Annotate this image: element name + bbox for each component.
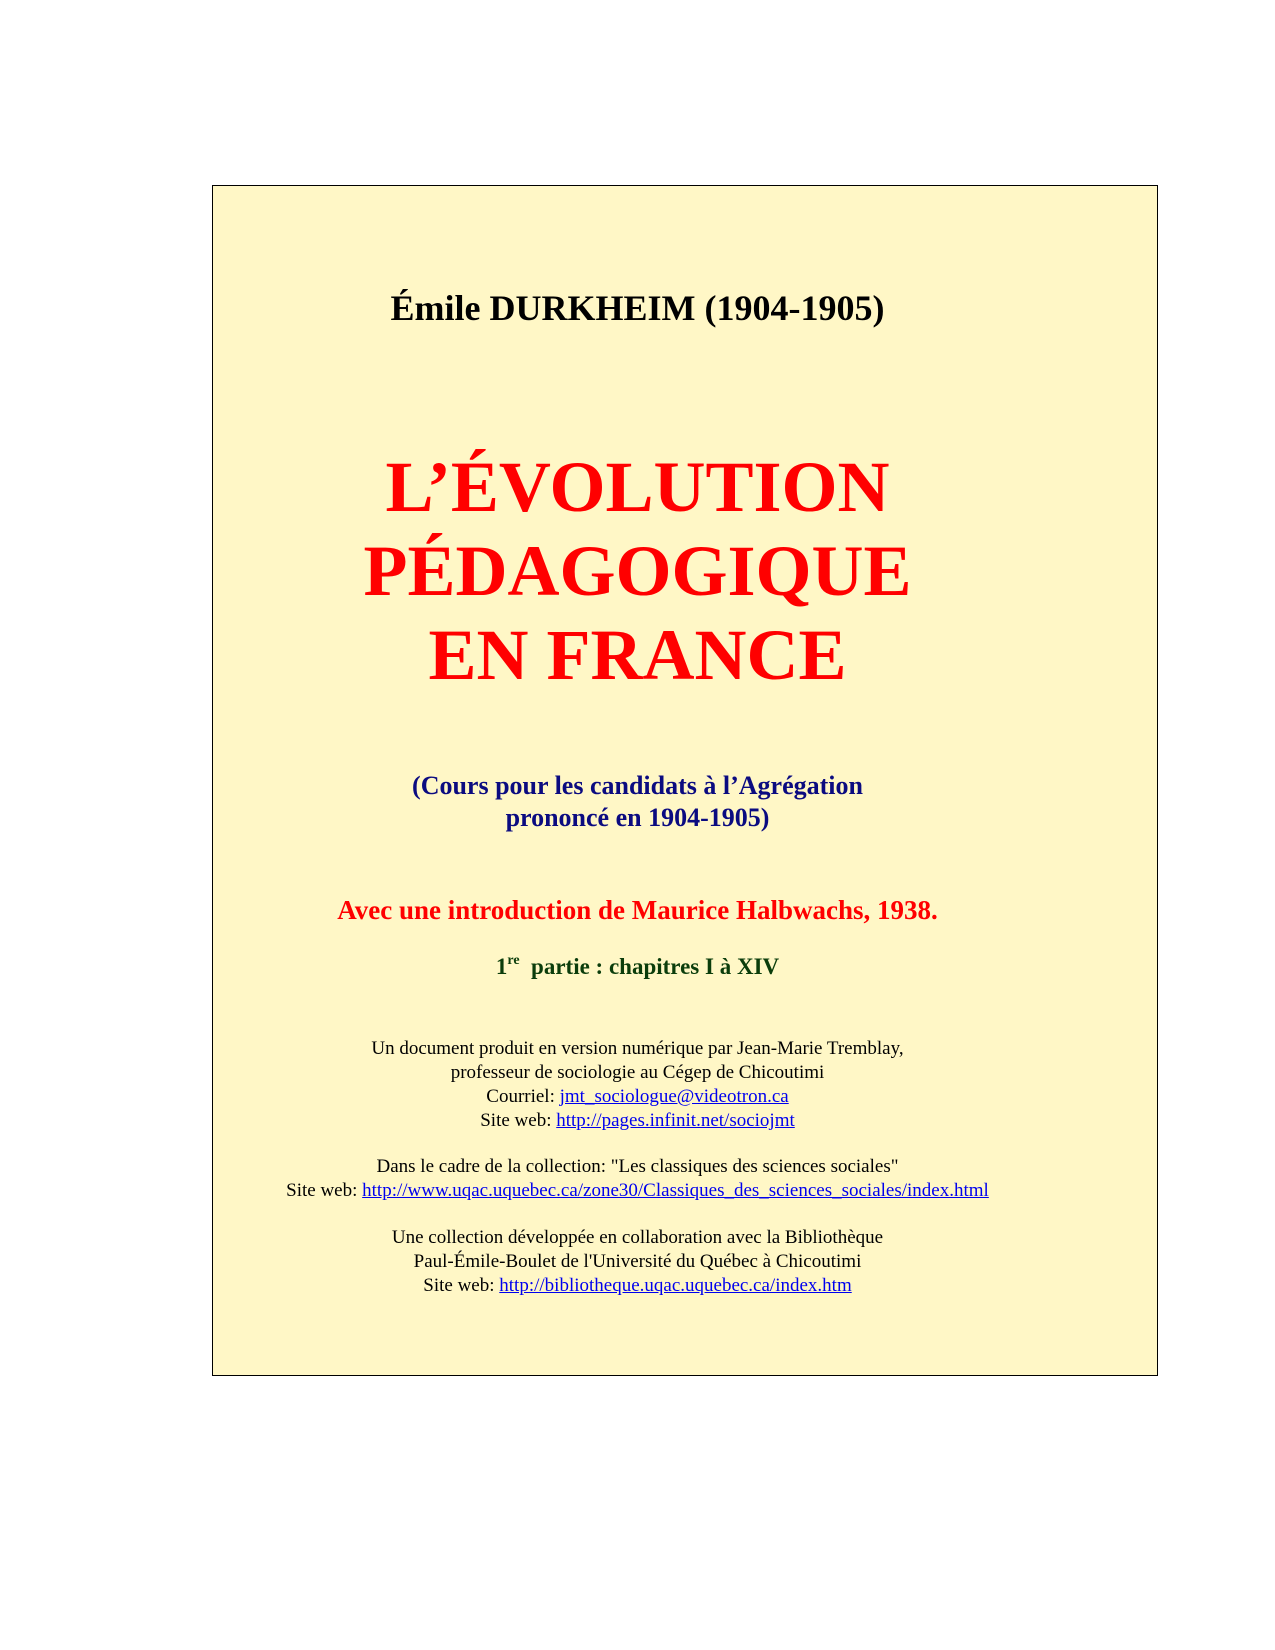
- collection-site-row: [0, 1179, 1275, 1203]
- part-number: 1: [495, 954, 508, 979]
- library-line-2: Paul-Émile-Boulet de l'Université du Québec à Chicoutimi: [413, 1251, 862, 1272]
- producer-credits: [0, 1037, 1275, 1133]
- title-line-3: EN FRANCE: [428, 615, 847, 695]
- producer-email-row: [0, 1085, 1275, 1109]
- collection-line-1: Dans le cadre de la collection: "Les classiques des sciences sociales": [376, 1156, 899, 1177]
- subtitle-line-2: prononcé en 1904-1905): [505, 803, 770, 832]
- course-subtitle: [0, 770, 1275, 834]
- library-site-link[interactable]: http://bibliotheque.uqac.uquebec.ca/index.htm: [499, 1275, 852, 1296]
- author-heading: Émile DURKHEIM (1904-1905): [390, 288, 885, 328]
- producer-site-link[interactable]: http://pages.infinit.net/sociojmt: [556, 1110, 795, 1131]
- producer-site-label: Site web:: [480, 1110, 557, 1131]
- email-label: Courriel:: [486, 1086, 560, 1107]
- library-line-1: Une collection développée en collaboration avec la Bibliothèque: [391, 1227, 884, 1248]
- part-label: [0, 953, 1275, 981]
- subtitle-line-1: (Cours pour les candidats à l’Agrégation: [412, 771, 863, 800]
- producer-site-row: [0, 1109, 1275, 1133]
- library-site-label: Site web:: [423, 1275, 500, 1296]
- collection-credits: [0, 1155, 1275, 1203]
- introduction-note: Avec une introduction de Maurice Halbwachs, 1938.: [337, 895, 938, 925]
- title-line-1: L’ÉVOLUTION: [385, 447, 890, 527]
- collection-site-link[interactable]: http://www.uqac.uquebec.ca/zone30/Classiques_des_sciences_sociales/index.html: [362, 1180, 989, 1201]
- part-superscript: re: [507, 953, 520, 968]
- book-title: [0, 445, 1275, 697]
- producer-line-2: professeur de sociologie au Cégep de Chicoutimi: [450, 1062, 825, 1083]
- email-link[interactable]: jmt_sociologue@videotron.ca: [559, 1086, 789, 1107]
- library-site-row: [0, 1274, 1275, 1298]
- collection-site-label: Site web:: [286, 1180, 363, 1201]
- producer-line-1: Un document produit en version numérique par Jean-Marie Tremblay,: [371, 1038, 904, 1059]
- title-line-2: PÉDAGOGIQUE: [363, 531, 912, 611]
- library-credits: [0, 1226, 1275, 1298]
- part-text: partie : chapitres I à XIV: [531, 954, 780, 979]
